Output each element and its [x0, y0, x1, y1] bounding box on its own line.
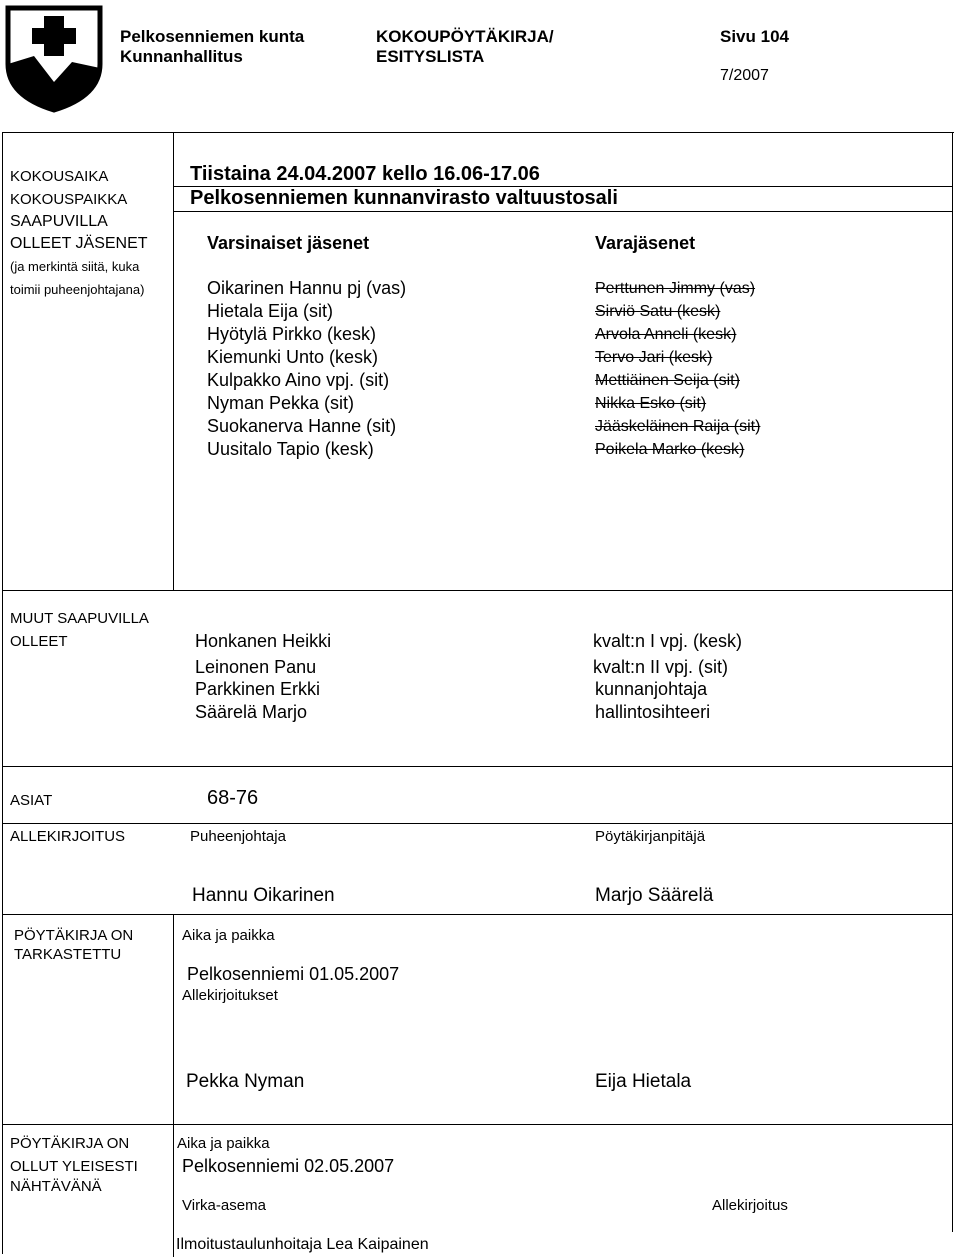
matters-value: 68-76 [207, 787, 259, 809]
signature-section-divider [2, 914, 952, 915]
other-attendee: Parkkinen Erkki [195, 679, 321, 699]
office-label: Virka-asema [182, 1197, 266, 1214]
other-attendee-role: hallintosihteeri [595, 702, 711, 722]
members-note-line-2: toimii puheenjohtajana) [10, 282, 145, 297]
document-type-line-2: ESITYSLISTA [376, 47, 485, 66]
checked-signatures-label: Allekirjoitukset [182, 987, 278, 1004]
frame-right-border [952, 132, 953, 1232]
municipal-coat-of-arms [4, 4, 104, 114]
members-label-line-1: SAAPUVILLA [10, 213, 108, 230]
others-section-divider [2, 766, 952, 767]
meeting-time-label: KOKOUSAIKA [10, 168, 109, 185]
chair-name: Hannu Oikarinen [192, 885, 335, 906]
deputy-member: Jääskeläinen Raija (sit) [595, 418, 761, 435]
meeting-place-value: Pelkosenniemen kunnanvirasto valtuustosali [190, 187, 618, 209]
public-label-line-3: NÄHTÄVÄNÄ [10, 1178, 102, 1195]
meeting-place-label: KOKOUSPAIKKA [10, 191, 128, 208]
other-attendee: Honkanen Heikki [195, 631, 332, 651]
secretary-name: Marjo Säärelä [595, 885, 714, 906]
minutes-checker: Eija Hietala [595, 1071, 692, 1092]
checked-label-line-1: PÖYTÄKIRJA ON [14, 927, 134, 944]
deputy-member: Perttunen Jimmy (vas) [595, 280, 756, 297]
public-time-place-label: Aika ja paikka [177, 1135, 270, 1152]
other-attendee-role: kunnanjohtaja [595, 679, 708, 699]
document-type-line-1: KOKOUPÖYTÄKIRJA/ [376, 27, 554, 46]
other-attendee: Leinonen Panu [195, 657, 317, 677]
public-label-line-2: OLLUT YLEISESTI [10, 1158, 138, 1175]
deputy-members-heading: Varajäsenet [595, 233, 696, 253]
column-divider-public [173, 1124, 174, 1257]
regular-member: Suokanerva Hanne (sit) [207, 416, 397, 436]
deputy-member: Nikka Esko (sit) [595, 395, 707, 412]
deputy-member: Tervo Jari (kesk) [595, 349, 713, 366]
board-name: Kunnanhallitus [120, 47, 243, 66]
public-time-place-value: Pelkosenniemi 02.05.2007 [182, 1156, 395, 1176]
notice-board-officer: Ilmoitustaulunhoitaja Lea Kaipainen [176, 1236, 429, 1253]
deputy-member: Arvola Anneli (kesk) [595, 326, 737, 343]
document-number: 7/2007 [720, 67, 769, 84]
regular-member: Oikarinen Hannu pj (vas) [207, 278, 407, 298]
other-attendee-role: kvalt:n I vpj. (kesk) [593, 631, 743, 651]
checked-time-place-label: Aika ja paikka [182, 927, 275, 944]
other-attendee: Säärelä Marjo [195, 702, 308, 722]
regular-member: Hyötylä Pirkko (kesk) [207, 324, 377, 344]
signature-field-label: Allekirjoitus [712, 1197, 788, 1214]
checked-label-line-2: TARKASTETTU [14, 946, 122, 963]
chair-role: Puheenjohtaja [190, 828, 286, 845]
regular-member: Nyman Pekka (sit) [207, 393, 355, 413]
regular-members-heading: Varsinaiset jäsenet [207, 233, 370, 253]
meeting-time-value: Tiistaina 24.04.2007 kello 16.06-17.06 [190, 163, 540, 185]
place-row-divider [173, 211, 952, 212]
deputy-member: Mettiäinen Seija (sit) [595, 372, 740, 389]
members-section-divider [2, 590, 952, 591]
regular-member: Hietala Eija (sit) [207, 301, 334, 321]
deputy-member: Poikela Marko (kesk) [595, 441, 745, 458]
minutes-checker: Pekka Nyman [186, 1071, 305, 1092]
others-label-line-2: OLLEET [10, 633, 68, 650]
column-divider-checked [173, 914, 174, 1124]
others-label-line-1: MUUT SAAPUVILLA [10, 610, 149, 627]
page-number: Sivu 104 [720, 27, 789, 46]
members-label-line-2: OLLEET JÄSENET [10, 235, 148, 252]
column-divider-top [173, 132, 174, 590]
matters-section-divider [2, 823, 952, 824]
secretary-role: Pöytäkirjanpitäjä [595, 828, 706, 845]
members-note-line-1: (ja merkintä siitä, kuka [10, 259, 140, 274]
signature-label: ALLEKIRJOITUS [10, 828, 126, 845]
checked-time-place-value: Pelkosenniemi 01.05.2007 [187, 964, 400, 984]
public-label-line-1: PÖYTÄKIRJA ON [10, 1135, 130, 1152]
regular-member: Kiemunki Unto (kesk) [207, 347, 379, 367]
deputy-member: Sirviö Satu (kesk) [595, 303, 721, 320]
other-attendee-role: kvalt:n II vpj. (sit) [593, 657, 729, 677]
regular-member: Uusitalo Tapio (kesk) [207, 439, 374, 459]
frame-top-border [2, 132, 954, 133]
frame-left-border [2, 132, 3, 1254]
matters-label: ASIAT [10, 792, 53, 809]
checked-section-divider [2, 1124, 952, 1125]
regular-member: Kulpakko Aino vpj. (sit) [207, 370, 390, 390]
municipality-name: Pelkosenniemen kunta [120, 27, 305, 46]
